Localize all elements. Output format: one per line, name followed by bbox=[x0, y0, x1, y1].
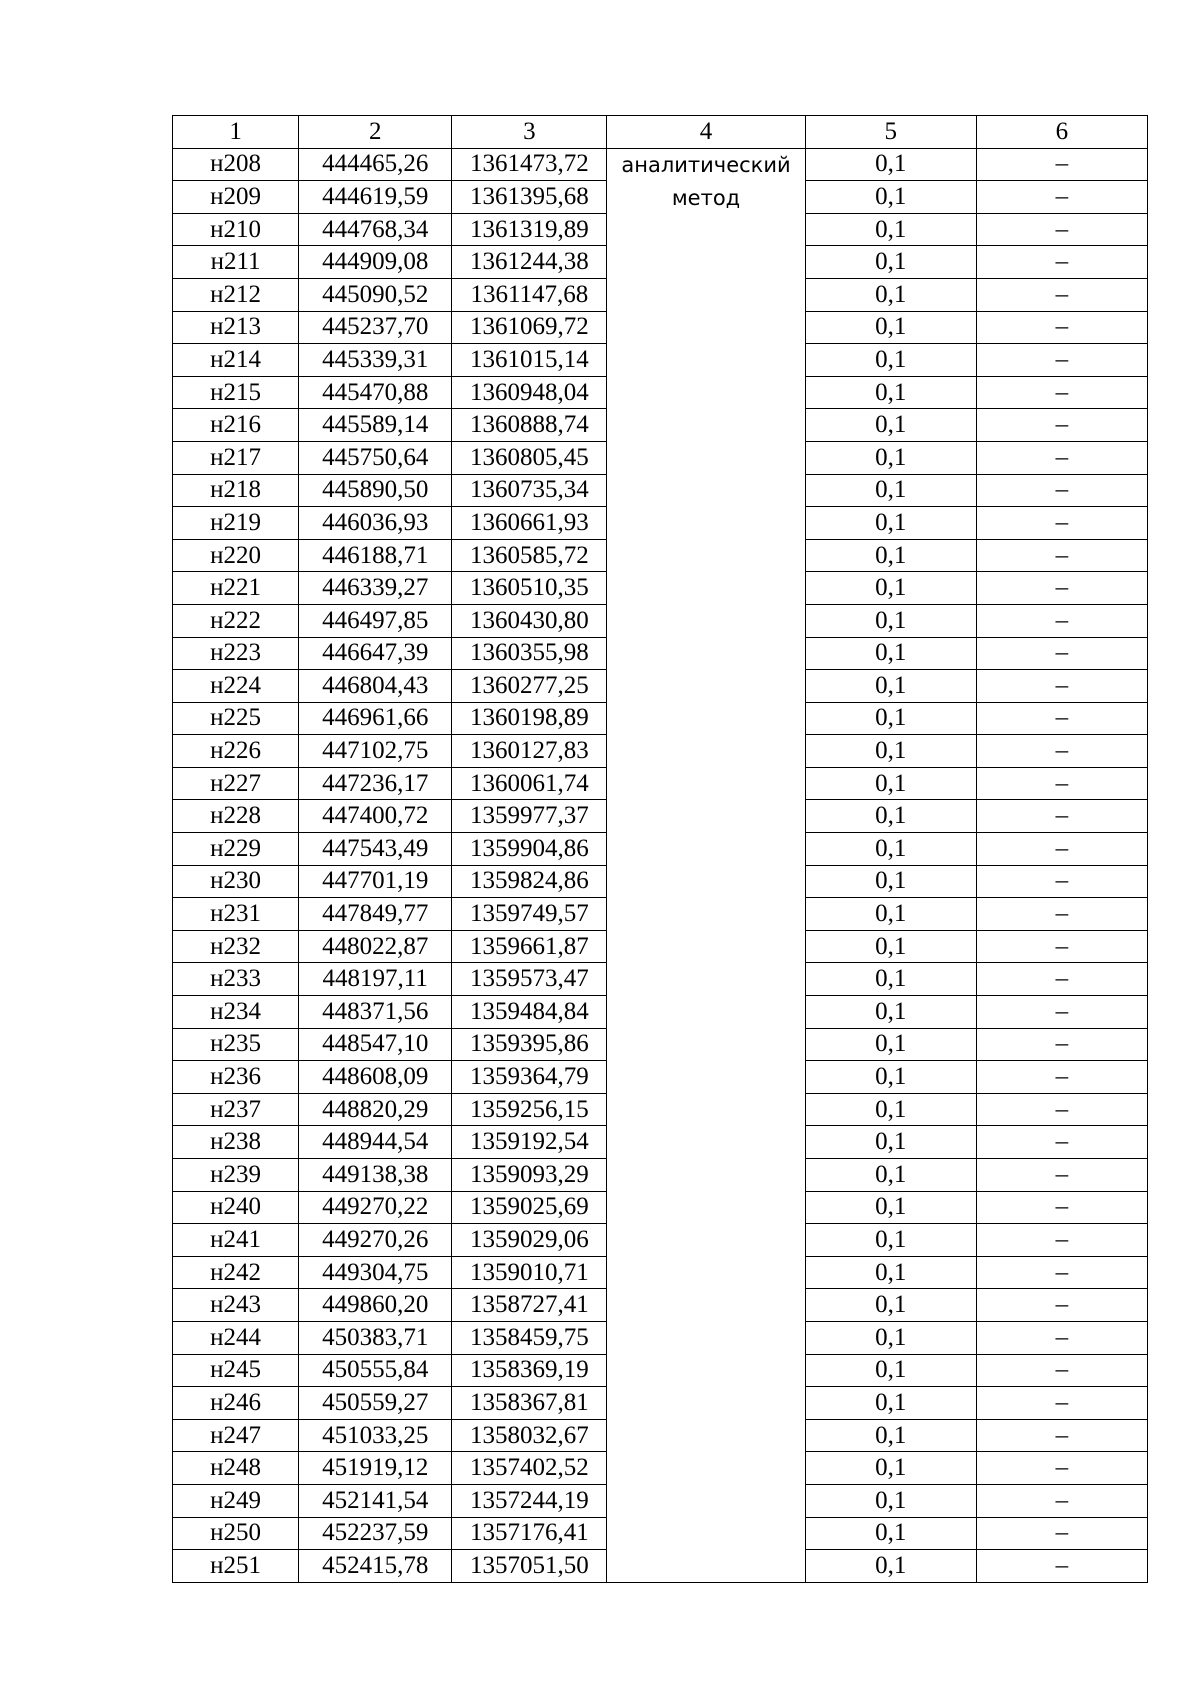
description-cell: – bbox=[976, 1354, 1147, 1387]
point-id-cell: н209 bbox=[173, 181, 299, 214]
point-id-cell: н213 bbox=[173, 311, 299, 344]
accuracy-cell: 0,1 bbox=[805, 1387, 976, 1420]
column-header: 3 bbox=[452, 116, 607, 149]
point-id-cell: н242 bbox=[173, 1256, 299, 1289]
accuracy-cell: 0,1 bbox=[805, 702, 976, 735]
x-coordinate-cell: 451033,25 bbox=[299, 1419, 452, 1452]
y-coordinate-cell: 1361147,68 bbox=[452, 278, 607, 311]
point-id-cell: н216 bbox=[173, 409, 299, 442]
description-cell: – bbox=[976, 767, 1147, 800]
description-cell: – bbox=[976, 1256, 1147, 1289]
x-coordinate-cell: 445750,64 bbox=[299, 441, 452, 474]
y-coordinate-cell: 1358367,81 bbox=[452, 1387, 607, 1420]
x-coordinate-cell: 447543,49 bbox=[299, 833, 452, 866]
x-coordinate-cell: 444768,34 bbox=[299, 213, 452, 246]
description-cell: – bbox=[976, 1093, 1147, 1126]
accuracy-cell: 0,1 bbox=[805, 1224, 976, 1257]
point-id-cell: н239 bbox=[173, 1159, 299, 1192]
accuracy-cell: 0,1 bbox=[805, 1289, 976, 1322]
y-coordinate-cell: 1359904,86 bbox=[452, 833, 607, 866]
point-id-cell: н235 bbox=[173, 1028, 299, 1061]
accuracy-cell: 0,1 bbox=[805, 833, 976, 866]
x-coordinate-cell: 447849,77 bbox=[299, 898, 452, 931]
description-cell: – bbox=[976, 1191, 1147, 1224]
description-cell: – bbox=[976, 539, 1147, 572]
y-coordinate-cell: 1360661,93 bbox=[452, 507, 607, 540]
accuracy-cell: 0,1 bbox=[805, 1550, 976, 1583]
y-coordinate-cell: 1359749,57 bbox=[452, 898, 607, 931]
accuracy-cell: 0,1 bbox=[805, 1517, 976, 1550]
accuracy-cell: 0,1 bbox=[805, 1159, 976, 1192]
y-coordinate-cell: 1361244,38 bbox=[452, 246, 607, 279]
description-cell: – bbox=[976, 572, 1147, 605]
point-id-cell: н243 bbox=[173, 1289, 299, 1322]
accuracy-cell: 0,1 bbox=[805, 213, 976, 246]
x-coordinate-cell: 446188,71 bbox=[299, 539, 452, 572]
coordinates-table bbox=[172, 115, 1148, 1583]
x-coordinate-cell: 449860,20 bbox=[299, 1289, 452, 1322]
point-id-cell: н222 bbox=[173, 604, 299, 637]
description-cell: – bbox=[976, 148, 1147, 181]
description-cell: – bbox=[976, 1550, 1147, 1583]
description-cell: – bbox=[976, 637, 1147, 670]
point-id-cell: н236 bbox=[173, 1061, 299, 1094]
point-id-cell: н241 bbox=[173, 1224, 299, 1257]
point-id-cell: н217 bbox=[173, 441, 299, 474]
column-header: 2 bbox=[299, 116, 452, 149]
x-coordinate-cell: 447236,17 bbox=[299, 767, 452, 800]
method-cell: аналитический метод bbox=[607, 148, 805, 1582]
y-coordinate-cell: 1359573,47 bbox=[452, 963, 607, 996]
y-coordinate-cell: 1360585,72 bbox=[452, 539, 607, 572]
description-cell: – bbox=[976, 1061, 1147, 1094]
x-coordinate-cell: 446339,27 bbox=[299, 572, 452, 605]
point-id-cell: н224 bbox=[173, 670, 299, 703]
description-cell: – bbox=[976, 1321, 1147, 1354]
description-cell: – bbox=[976, 898, 1147, 931]
point-id-cell: н245 bbox=[173, 1354, 299, 1387]
accuracy-cell: 0,1 bbox=[805, 181, 976, 214]
x-coordinate-cell: 444465,26 bbox=[299, 148, 452, 181]
accuracy-cell: 0,1 bbox=[805, 1028, 976, 1061]
x-coordinate-cell: 448022,87 bbox=[299, 930, 452, 963]
description-cell: – bbox=[976, 181, 1147, 214]
point-id-cell: н228 bbox=[173, 800, 299, 833]
x-coordinate-cell: 445339,31 bbox=[299, 344, 452, 377]
y-coordinate-cell: 1359661,87 bbox=[452, 930, 607, 963]
x-coordinate-cell: 445890,50 bbox=[299, 474, 452, 507]
point-id-cell: н214 bbox=[173, 344, 299, 377]
description-cell: – bbox=[976, 1028, 1147, 1061]
y-coordinate-cell: 1361069,72 bbox=[452, 311, 607, 344]
x-coordinate-cell: 449138,38 bbox=[299, 1159, 452, 1192]
y-coordinate-cell: 1358727,41 bbox=[452, 1289, 607, 1322]
description-cell: – bbox=[976, 865, 1147, 898]
description-cell: – bbox=[976, 507, 1147, 540]
description-cell: – bbox=[976, 604, 1147, 637]
accuracy-cell: 0,1 bbox=[805, 1419, 976, 1452]
x-coordinate-cell: 449270,26 bbox=[299, 1224, 452, 1257]
x-coordinate-cell: 446036,93 bbox=[299, 507, 452, 540]
description-cell: – bbox=[976, 702, 1147, 735]
point-id-cell: н227 bbox=[173, 767, 299, 800]
description-cell: – bbox=[976, 1159, 1147, 1192]
accuracy-cell: 0,1 bbox=[805, 539, 976, 572]
description-cell: – bbox=[976, 1289, 1147, 1322]
accuracy-cell: 0,1 bbox=[805, 311, 976, 344]
point-id-cell: н212 bbox=[173, 278, 299, 311]
point-id-cell: н231 bbox=[173, 898, 299, 931]
description-cell: – bbox=[976, 246, 1147, 279]
point-id-cell: н208 bbox=[173, 148, 299, 181]
column-header: 1 bbox=[173, 116, 299, 149]
point-id-cell: н238 bbox=[173, 1126, 299, 1159]
x-coordinate-cell: 444909,08 bbox=[299, 246, 452, 279]
description-cell: – bbox=[976, 344, 1147, 377]
accuracy-cell: 0,1 bbox=[805, 441, 976, 474]
x-coordinate-cell: 445090,52 bbox=[299, 278, 452, 311]
x-coordinate-cell: 447400,72 bbox=[299, 800, 452, 833]
x-coordinate-cell: 445470,88 bbox=[299, 376, 452, 409]
y-coordinate-cell: 1360430,80 bbox=[452, 604, 607, 637]
y-coordinate-cell: 1360061,74 bbox=[452, 767, 607, 800]
x-coordinate-cell: 451919,12 bbox=[299, 1452, 452, 1485]
description-cell: – bbox=[976, 1452, 1147, 1485]
y-coordinate-cell: 1359029,06 bbox=[452, 1224, 607, 1257]
accuracy-cell: 0,1 bbox=[805, 865, 976, 898]
y-coordinate-cell: 1359395,86 bbox=[452, 1028, 607, 1061]
column-header: 6 bbox=[976, 116, 1147, 149]
description-cell: – bbox=[976, 996, 1147, 1029]
y-coordinate-cell: 1360888,74 bbox=[452, 409, 607, 442]
accuracy-cell: 0,1 bbox=[805, 344, 976, 377]
x-coordinate-cell: 448197,11 bbox=[299, 963, 452, 996]
x-coordinate-cell: 448944,54 bbox=[299, 1126, 452, 1159]
accuracy-cell: 0,1 bbox=[805, 148, 976, 181]
x-coordinate-cell: 450383,71 bbox=[299, 1321, 452, 1354]
y-coordinate-cell: 1360277,25 bbox=[452, 670, 607, 703]
header-row bbox=[173, 116, 1148, 149]
accuracy-cell: 0,1 bbox=[805, 409, 976, 442]
description-cell: – bbox=[976, 278, 1147, 311]
accuracy-cell: 0,1 bbox=[805, 604, 976, 637]
y-coordinate-cell: 1360948,04 bbox=[452, 376, 607, 409]
point-id-cell: н220 bbox=[173, 539, 299, 572]
accuracy-cell: 0,1 bbox=[805, 1126, 976, 1159]
description-cell: – bbox=[976, 735, 1147, 768]
column-header: 4 bbox=[607, 116, 805, 149]
y-coordinate-cell: 1361473,72 bbox=[452, 148, 607, 181]
accuracy-cell: 0,1 bbox=[805, 930, 976, 963]
point-id-cell: н246 bbox=[173, 1387, 299, 1420]
accuracy-cell: 0,1 bbox=[805, 963, 976, 996]
point-id-cell: н229 bbox=[173, 833, 299, 866]
description-cell: – bbox=[976, 1126, 1147, 1159]
description-cell: – bbox=[976, 1484, 1147, 1517]
point-id-cell: н211 bbox=[173, 246, 299, 279]
description-cell: – bbox=[976, 1517, 1147, 1550]
point-id-cell: н230 bbox=[173, 865, 299, 898]
point-id-cell: н249 bbox=[173, 1484, 299, 1517]
x-coordinate-cell: 446961,66 bbox=[299, 702, 452, 735]
x-coordinate-cell: 448547,10 bbox=[299, 1028, 452, 1061]
x-coordinate-cell: 446647,39 bbox=[299, 637, 452, 670]
point-id-cell: н237 bbox=[173, 1093, 299, 1126]
y-coordinate-cell: 1358369,19 bbox=[452, 1354, 607, 1387]
accuracy-cell: 0,1 bbox=[805, 735, 976, 768]
description-cell: – bbox=[976, 670, 1147, 703]
point-id-cell: н234 bbox=[173, 996, 299, 1029]
accuracy-cell: 0,1 bbox=[805, 572, 976, 605]
description-cell: – bbox=[976, 474, 1147, 507]
accuracy-cell: 0,1 bbox=[805, 246, 976, 279]
description-cell: – bbox=[976, 213, 1147, 246]
y-coordinate-cell: 1360805,45 bbox=[452, 441, 607, 474]
accuracy-cell: 0,1 bbox=[805, 474, 976, 507]
point-id-cell: н210 bbox=[173, 213, 299, 246]
description-cell: – bbox=[976, 1224, 1147, 1257]
y-coordinate-cell: 1357176,41 bbox=[452, 1517, 607, 1550]
y-coordinate-cell: 1359824,86 bbox=[452, 865, 607, 898]
x-coordinate-cell: 447701,19 bbox=[299, 865, 452, 898]
point-id-cell: н233 bbox=[173, 963, 299, 996]
y-coordinate-cell: 1359484,84 bbox=[452, 996, 607, 1029]
x-coordinate-cell: 449304,75 bbox=[299, 1256, 452, 1289]
point-id-cell: н250 bbox=[173, 1517, 299, 1550]
y-coordinate-cell: 1357051,50 bbox=[452, 1550, 607, 1583]
point-id-cell: н215 bbox=[173, 376, 299, 409]
y-coordinate-cell: 1359192,54 bbox=[452, 1126, 607, 1159]
point-id-cell: н225 bbox=[173, 702, 299, 735]
description-cell: – bbox=[976, 800, 1147, 833]
point-id-cell: н223 bbox=[173, 637, 299, 670]
point-id-cell: н218 bbox=[173, 474, 299, 507]
y-coordinate-cell: 1359364,79 bbox=[452, 1061, 607, 1094]
y-coordinate-cell: 1359256,15 bbox=[452, 1093, 607, 1126]
x-coordinate-cell: 450559,27 bbox=[299, 1387, 452, 1420]
point-id-cell: н240 bbox=[173, 1191, 299, 1224]
y-coordinate-cell: 1360510,35 bbox=[452, 572, 607, 605]
accuracy-cell: 0,1 bbox=[805, 637, 976, 670]
point-id-cell: н232 bbox=[173, 930, 299, 963]
table-row bbox=[173, 148, 1148, 181]
accuracy-cell: 0,1 bbox=[805, 767, 976, 800]
accuracy-cell: 0,1 bbox=[805, 1484, 976, 1517]
x-coordinate-cell: 446497,85 bbox=[299, 604, 452, 637]
column-header: 5 bbox=[805, 116, 976, 149]
x-coordinate-cell: 452141,54 bbox=[299, 1484, 452, 1517]
y-coordinate-cell: 1360355,98 bbox=[452, 637, 607, 670]
x-coordinate-cell: 449270,22 bbox=[299, 1191, 452, 1224]
description-cell: – bbox=[976, 963, 1147, 996]
x-coordinate-cell: 444619,59 bbox=[299, 181, 452, 214]
accuracy-cell: 0,1 bbox=[805, 1354, 976, 1387]
point-id-cell: н221 bbox=[173, 572, 299, 605]
point-id-cell: н247 bbox=[173, 1419, 299, 1452]
point-id-cell: н244 bbox=[173, 1321, 299, 1354]
description-cell: – bbox=[976, 441, 1147, 474]
x-coordinate-cell: 446804,43 bbox=[299, 670, 452, 703]
description-cell: – bbox=[976, 376, 1147, 409]
accuracy-cell: 0,1 bbox=[805, 898, 976, 931]
x-coordinate-cell: 448820,29 bbox=[299, 1093, 452, 1126]
y-coordinate-cell: 1359010,71 bbox=[452, 1256, 607, 1289]
y-coordinate-cell: 1361015,14 bbox=[452, 344, 607, 377]
description-cell: – bbox=[976, 1387, 1147, 1420]
accuracy-cell: 0,1 bbox=[805, 1321, 976, 1354]
accuracy-cell: 0,1 bbox=[805, 1061, 976, 1094]
accuracy-cell: 0,1 bbox=[805, 1191, 976, 1224]
x-coordinate-cell: 452415,78 bbox=[299, 1550, 452, 1583]
x-coordinate-cell: 448608,09 bbox=[299, 1061, 452, 1094]
y-coordinate-cell: 1360735,34 bbox=[452, 474, 607, 507]
y-coordinate-cell: 1359093,29 bbox=[452, 1159, 607, 1192]
description-cell: – bbox=[976, 1419, 1147, 1452]
x-coordinate-cell: 452237,59 bbox=[299, 1517, 452, 1550]
x-coordinate-cell: 445237,70 bbox=[299, 311, 452, 344]
accuracy-cell: 0,1 bbox=[805, 1256, 976, 1289]
point-id-cell: н251 bbox=[173, 1550, 299, 1583]
y-coordinate-cell: 1357244,19 bbox=[452, 1484, 607, 1517]
y-coordinate-cell: 1358032,67 bbox=[452, 1419, 607, 1452]
accuracy-cell: 0,1 bbox=[805, 507, 976, 540]
x-coordinate-cell: 445589,14 bbox=[299, 409, 452, 442]
accuracy-cell: 0,1 bbox=[805, 376, 976, 409]
accuracy-cell: 0,1 bbox=[805, 1093, 976, 1126]
point-id-cell: н248 bbox=[173, 1452, 299, 1485]
accuracy-cell: 0,1 bbox=[805, 1452, 976, 1485]
point-id-cell: н226 bbox=[173, 735, 299, 768]
table-body bbox=[173, 148, 1148, 1582]
x-coordinate-cell: 447102,75 bbox=[299, 735, 452, 768]
y-coordinate-cell: 1361319,89 bbox=[452, 213, 607, 246]
y-coordinate-cell: 1357402,52 bbox=[452, 1452, 607, 1485]
y-coordinate-cell: 1361395,68 bbox=[452, 181, 607, 214]
accuracy-cell: 0,1 bbox=[805, 278, 976, 311]
accuracy-cell: 0,1 bbox=[805, 800, 976, 833]
y-coordinate-cell: 1360127,83 bbox=[452, 735, 607, 768]
description-cell: – bbox=[976, 409, 1147, 442]
description-cell: – bbox=[976, 311, 1147, 344]
x-coordinate-cell: 450555,84 bbox=[299, 1354, 452, 1387]
point-id-cell: н219 bbox=[173, 507, 299, 540]
description-cell: – bbox=[976, 833, 1147, 866]
y-coordinate-cell: 1359025,69 bbox=[452, 1191, 607, 1224]
y-coordinate-cell: 1359977,37 bbox=[452, 800, 607, 833]
x-coordinate-cell: 448371,56 bbox=[299, 996, 452, 1029]
y-coordinate-cell: 1358459,75 bbox=[452, 1321, 607, 1354]
accuracy-cell: 0,1 bbox=[805, 670, 976, 703]
description-cell: – bbox=[976, 930, 1147, 963]
y-coordinate-cell: 1360198,89 bbox=[452, 702, 607, 735]
accuracy-cell: 0,1 bbox=[805, 996, 976, 1029]
